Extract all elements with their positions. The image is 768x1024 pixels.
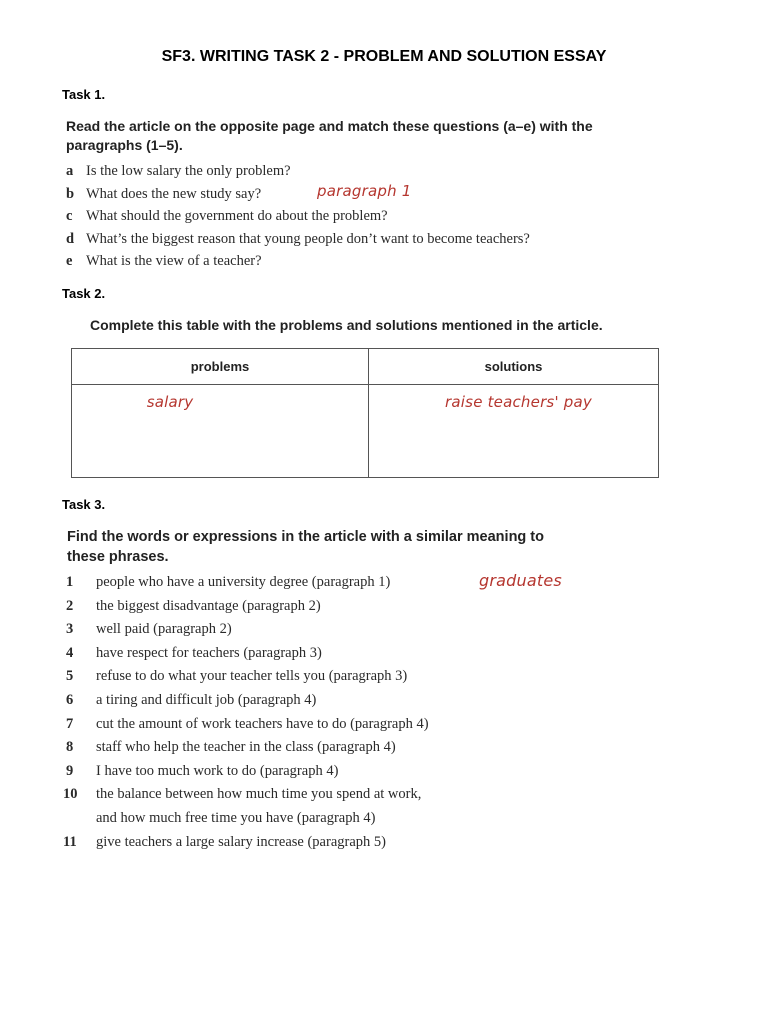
item-text: have respect for teachers (paragraph 3) <box>96 644 322 661</box>
item-text: people who have a university degree (paragraph 1) <box>96 574 391 590</box>
question-letter: b <box>66 185 75 202</box>
question-item-b <box>66 183 530 206</box>
item-text: the balance between how much time you spend at work, <box>96 786 422 803</box>
question-text: What should the government do about the problem? <box>86 208 388 224</box>
item-text: a tiring and difficult job (paragraph 4) <box>96 691 317 708</box>
task3-instruction-line2: these phrases. <box>67 549 169 565</box>
item-text: well paid (paragraph 2) <box>96 621 232 638</box>
item-number: 4 <box>66 644 74 661</box>
question-item-e <box>66 250 530 273</box>
question-letter: e <box>66 253 73 269</box>
item-number: 7 <box>66 715 74 732</box>
list-item <box>66 571 562 595</box>
task2-instruction: Complete this table with the problems and solutions mentioned in the article. <box>90 317 603 333</box>
handwritten-answer: salary <box>146 393 194 411</box>
column-header-solutions: solutions <box>369 349 659 385</box>
question-letter: d <box>66 230 75 247</box>
item-number: 5 <box>66 668 74 685</box>
list-item <box>66 689 429 713</box>
list-item <box>63 783 429 807</box>
task1-instruction <box>66 117 593 155</box>
item-number: 8 <box>66 739 74 756</box>
item-number: 3 <box>66 621 74 638</box>
list-item <box>66 665 429 689</box>
list-item <box>66 713 429 737</box>
list-item <box>66 760 429 784</box>
question-text: Is the low salary the only problem? <box>86 163 291 179</box>
task2-label: Task 2. <box>62 286 106 301</box>
task3-instruction <box>67 527 544 567</box>
item-text: give teachers a large salary increase (paragraph 5) <box>96 833 386 850</box>
task1-instruction-line2: paragraphs (1–5). <box>66 137 183 153</box>
item-text: staff who help the teacher in the class (paragraph 4) <box>96 739 396 756</box>
question-text: What does the new study say? <box>86 185 262 202</box>
handwritten-answer: graduates <box>479 571 562 590</box>
handwritten-answer: raise teachers' pay <box>445 393 592 411</box>
item-text: refuse to do what your teacher tells you (paragraph 3) <box>96 668 408 685</box>
table-cell-solution <box>369 385 659 478</box>
item-number: 2 <box>66 597 74 614</box>
column-header-problems: problems <box>72 349 369 385</box>
question-text: What is the view of a teacher? <box>86 253 262 269</box>
task1-label: Task 1. <box>62 87 106 102</box>
table-row <box>72 385 659 478</box>
question-text: What’s the biggest reason that young people don’t want to become teachers? <box>86 230 530 247</box>
question-item-d <box>66 228 530 251</box>
item-text: I have too much work to do (paragraph 4) <box>96 762 339 779</box>
page-title: SF3. WRITING TASK 2 - PROBLEM AND SOLUTION ESSAY <box>161 48 607 65</box>
item-number: 10 <box>63 786 78 803</box>
handwritten-answer: paragraph 1 <box>317 181 412 200</box>
item-text: and how much free time you have (paragraph 4) <box>96 809 376 826</box>
item-text: cut the amount of work teachers have to do (paragraph 4) <box>96 715 429 732</box>
item-number: 1 <box>66 574 74 590</box>
list-item <box>66 618 429 642</box>
problems-solutions-table <box>71 348 659 478</box>
table-cell-problem <box>72 385 369 478</box>
list-item <box>66 595 429 619</box>
task3-phrase-list <box>63 571 562 854</box>
task3-instruction-line1: Find the words or expressions in the article with a similar meaning to <box>67 529 544 545</box>
item-number: 6 <box>66 691 74 708</box>
list-item-continuation <box>66 807 429 831</box>
question-item-a <box>66 160 530 183</box>
item-number: 11 <box>63 833 77 850</box>
item-text: the biggest disadvantage (paragraph 2) <box>96 597 321 614</box>
question-letter: a <box>66 163 74 179</box>
task1-question-list <box>66 160 530 273</box>
task1-instruction-line1: Read the article on the opposite page and match these questions (a–e) with the <box>66 118 593 134</box>
question-letter: c <box>66 208 73 224</box>
question-item-c <box>66 205 530 228</box>
list-item <box>66 736 429 760</box>
item-number: 9 <box>66 762 74 779</box>
task3-label: Task 3. <box>62 497 106 512</box>
list-item <box>66 642 429 666</box>
table-header-row <box>72 349 659 385</box>
list-item <box>63 831 429 855</box>
